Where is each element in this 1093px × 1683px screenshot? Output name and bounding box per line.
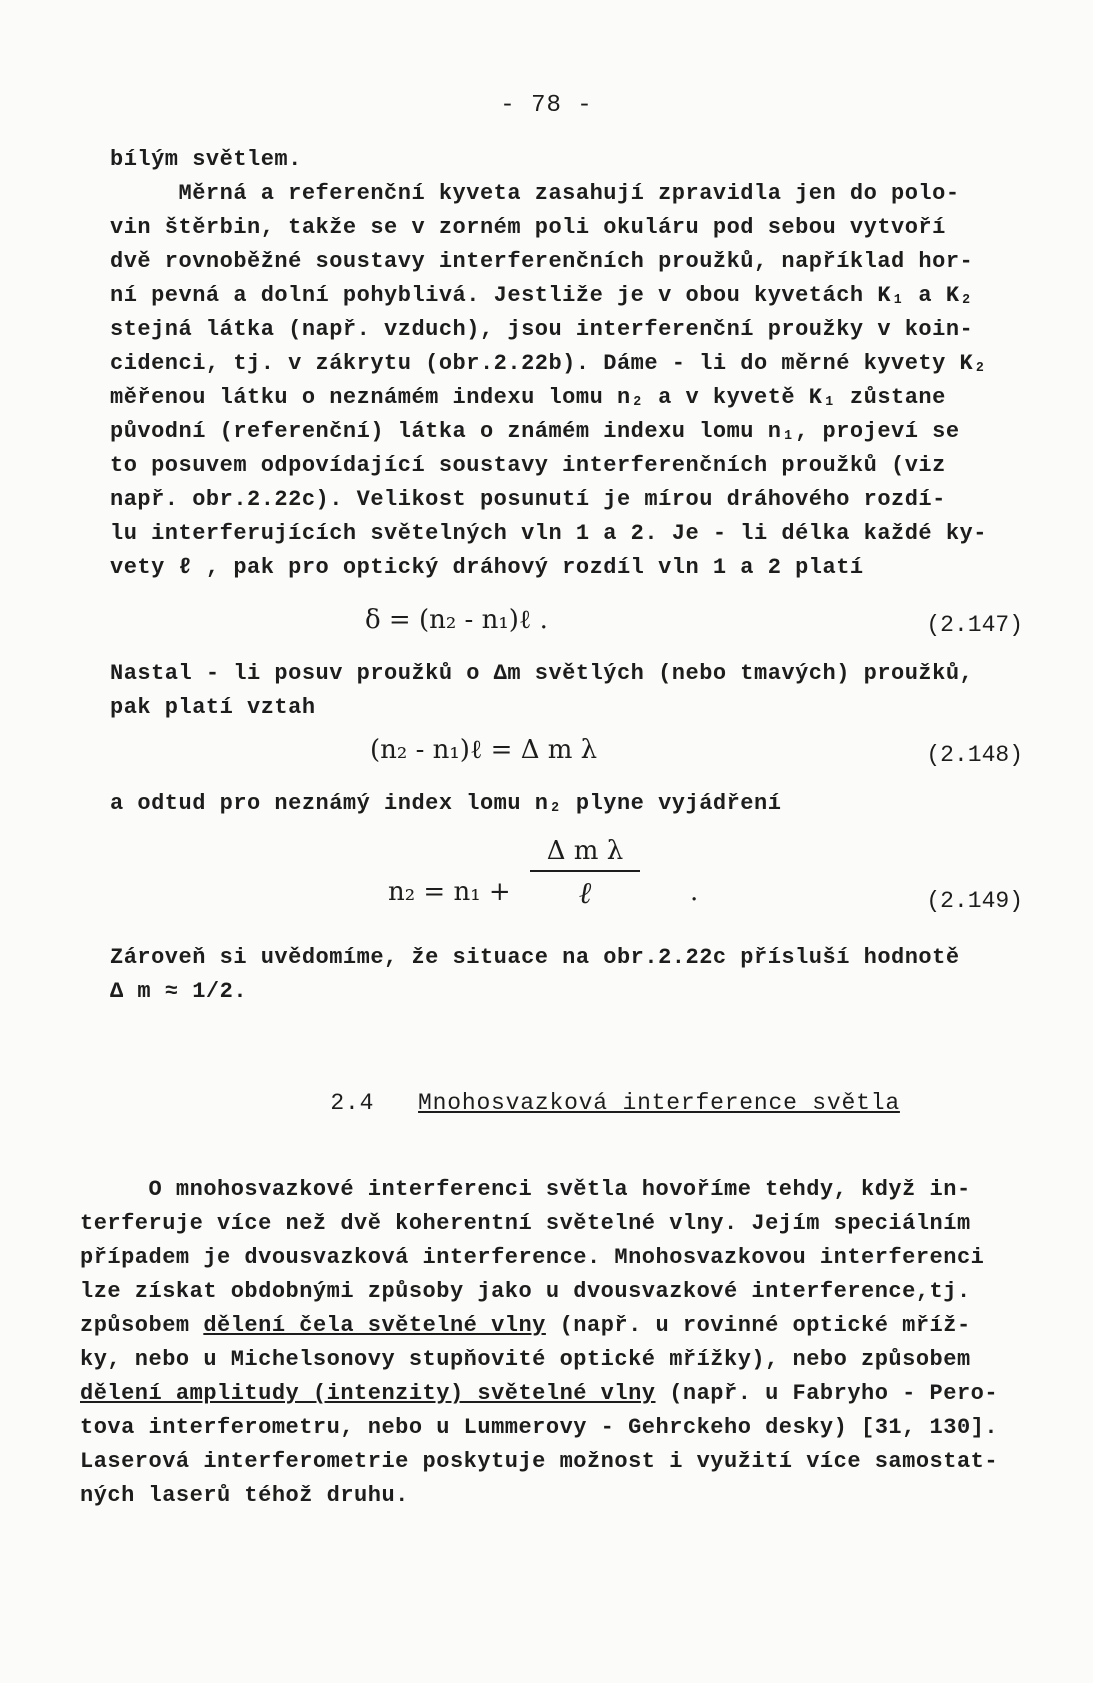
text-line: lu interferujících světelných vln 1 a 2. Je - li délka každé ky- [110,521,987,546]
text-line: to posuvem odpovídající soustavy interferenčních proužků (viz [110,453,946,478]
equation-number: (2.148) [926,742,1023,768]
fraction-denominator: ℓ [578,876,592,911]
text-line: Zároveň si uvědomíme, že situace na obr.2.22c přísluší hodnotě [110,945,960,970]
section-number: 2.4 [330,1090,375,1116]
text-line: Nastal - li posuv proužků o Δm světlých (nebo tmavých) proužků, [110,661,974,686]
text-line: vety ℓ , pak pro optický dráhový rozdíl vln 1 a 2 platí [110,555,864,580]
underlined-term: dělení čela světelné vlny [203,1313,546,1338]
text-line: O mnohosvazkové interferenci světla hovoříme tehdy, když in- [80,1177,971,1202]
equation-2-149-lhs: n₂ = n₁ + [388,877,511,907]
text-line: a odtud pro neznámý index lomu n₂ plyne vyjádření [110,791,782,816]
paragraph-2 [80,1176,1070,1516]
text-line: tova interferometru, nebo u Lummerovy - Gehrckeho desky) [31, 130]. [80,1415,999,1440]
equation-number: (2.147) [926,612,1023,638]
text-line: bílým světlem. [110,147,302,172]
text-line: např. obr.2.22c). Velikost posunutí je mírou dráhového rozdí- [110,487,946,512]
page-number: - 78 - [500,92,593,119]
text-line: ky, nebo u Michelsonovy stupňovité optické mřížky), nebo způsobem [80,1347,971,1372]
text-line: vin štěrbin, takže se v zorném poli okuláru pod sebou vytvoří [110,215,946,240]
text-line: případem je dvousvazková interference. Mnohosvazkovou interferenci [80,1245,985,1270]
fraction-bar [530,870,640,872]
section-heading [272,1064,900,1142]
equation-2-147: δ = (n₂ - n₁)ℓ . [365,605,548,635]
text-line: Laserová interferometrie poskytuje možnost i využití více samostat- [80,1449,999,1474]
text-line [80,1380,1070,1408]
text-line: ní pevná a dolní pohyblivá. Jestliže je v obou kyvetách K₁ a K₂ [110,283,974,308]
text-fragment: (např. u rovinné optické mříž- [545,1313,971,1338]
text-line: ných laserů téhož druhu. [80,1483,409,1508]
text-line: původní (referenční) látka o známém indexu lomu n₁, projeví se [110,419,960,444]
equation-number: (2.149) [926,888,1023,914]
text-line: lze získat obdobnými způsoby jako u dvousvazkové interference,tj. [80,1279,971,1304]
text-line: Δ m ≈ 1/2. [110,979,248,1004]
fraction-numerator: Δ m λ [546,836,624,866]
fraction [530,836,640,911]
text-fragment: (např. u Fabryho - Pero- [655,1381,999,1406]
text-line: pak platí vztah [110,695,316,720]
underlined-term: dělení amplitudy (intenzity) světelné vlny [80,1381,656,1406]
text-line: měřenou látku o neznámém indexu lomu n₂ a v kyvetě K₁ zůstane [110,385,946,410]
text-line: terferuje více než dvě koherentní světelné vlny. Jejím speciálním [80,1211,971,1236]
text-fragment: způsobem [80,1313,204,1338]
text-line: Měrná a referenční kyveta zasahují zpravidla jen do polo- [110,181,960,206]
text-line: stejná látka (např. vzduch), jsou interferenční proužky v koin- [110,317,974,342]
section-title: Mnohosvazková interference světla [418,1090,900,1116]
equation-2-148: (n₂ - n₁)ℓ = Δ m λ [370,735,598,765]
equation-dot: . [690,877,699,907]
text-line: cidenci, tj. v zákrytu (obr.2.22b). Dáme - li do měrné kyvety K₂ [110,351,987,376]
text-line: dvě rovnoběžné soustavy interferenčních proužků, například hor- [110,249,974,274]
text-line [80,1312,1070,1340]
